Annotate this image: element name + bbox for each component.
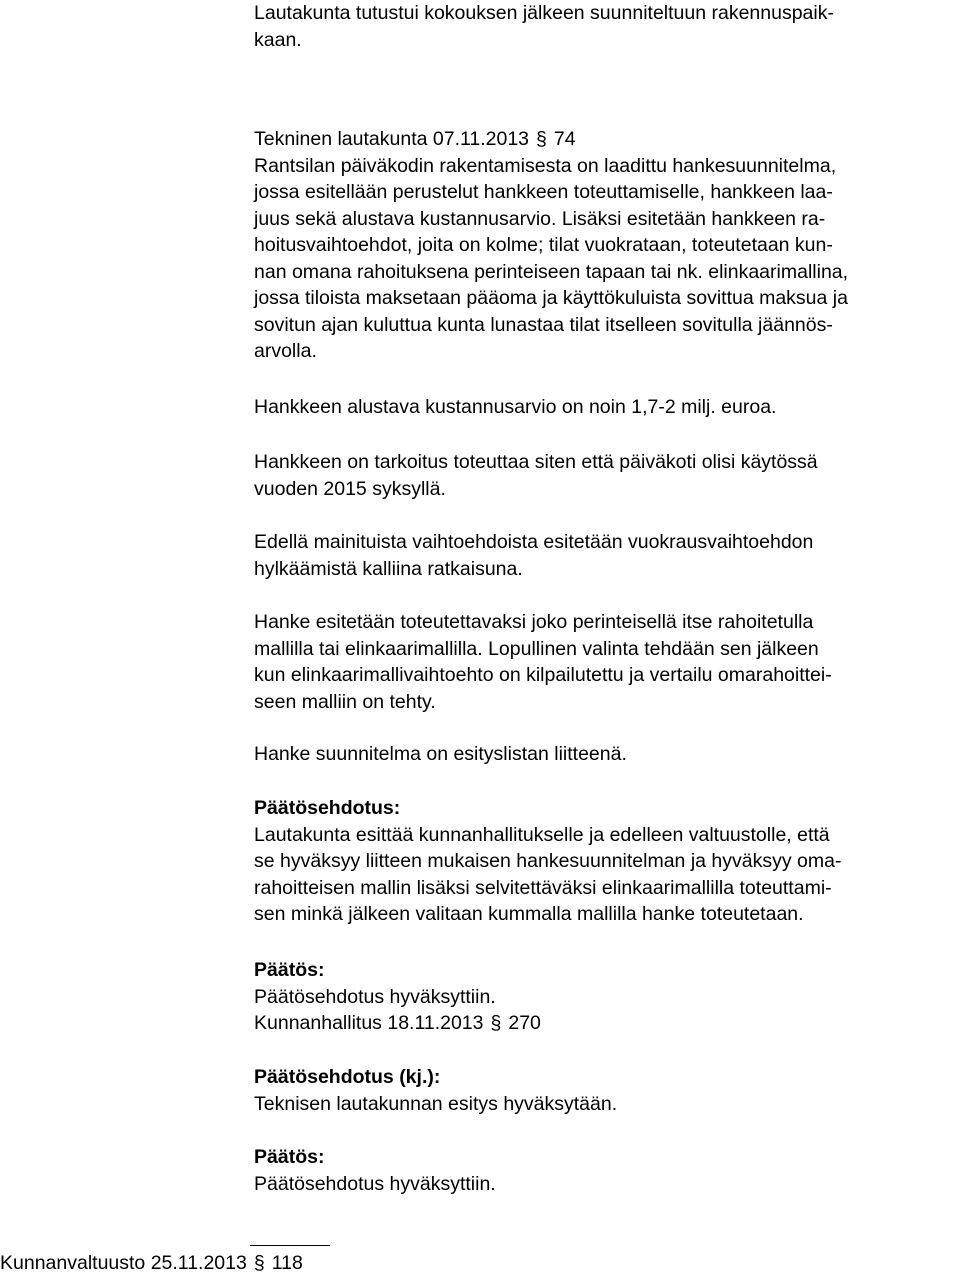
tekninen-line: nan omana rahoituksena perinteiseen tapaan tai nk. elinkaarimallina, [254,260,849,283]
footer-heading [0,1250,303,1277]
section-sign-icon: § [490,1012,502,1034]
decision-text: Päätösehdotus hyväksyttiin. [254,1172,496,1195]
tekninen-heading [254,126,954,153]
tekninen-line: Rantsilan päiväkodin rakentamisesta on laadittu hankesuunnitelma, [254,154,837,177]
kunnanhallitus-label: Kunnanhallitus 18.11.2013 [254,1012,484,1034]
tekninen-section-number: 74 [553,128,576,150]
attachment-paragraph [254,741,954,768]
proposal-line: seen malliin on tehty. [254,690,436,713]
footer-divider [250,1245,330,1246]
cost-paragraph [254,394,954,421]
decision-proposal-kj-text: Teknisen lautakunnan esitys hyväksytään. [254,1092,618,1115]
tekninen-line: hoitusvaihtoehdot, joita on kolme; tilat vuokrataan, toteutetaan kun- [254,234,833,256]
kunnanhallitus-heading [254,1010,954,1037]
intro-line: Lautakunta tutustui kokouksen jälkeen suunniteltuun rakennuspaik- [254,2,834,24]
rent-line: hylkäämistä kalliina ratkaisuna. [254,557,523,580]
tekninen-line: jossa tiloista maksetaan pääoma ja käyttökuluista sovittua maksua ja [254,287,848,309]
proposal-paragraph [254,609,954,715]
decision-proposal-1 [254,795,954,928]
attachment-line: Hanke suunnitelma on esityslistan liitteenä. [254,743,627,765]
cost-line: Hankkeen alustava kustannusarvio on noin 1,7-2 milj. euroa. [254,396,777,418]
proposal-line: Hanke esitetään toteutettavaksi joko perinteisellä itse rahoitetulla [254,611,814,633]
section-sign-icon: § [536,128,547,150]
decision-2 [254,1144,954,1197]
rent-paragraph [254,529,954,582]
decision-proposal-line: rahoitteisen mallin lisäksi selvitettäväksi elinkaarimallilla toteuttami- [254,876,832,899]
kunnanvaltuusto-section-number: 118 [271,1252,303,1274]
decision-text: Päätösehdotus hyväksyttiin. [254,985,496,1008]
tekninen-line: jossa esitellään perustelut hankkeen toteuttamiselle, hankkeen laa- [254,181,833,203]
tekninen-line: arvolla. [254,340,317,362]
goal-paragraph [254,449,954,502]
kunnanhallitus-section-number: 270 [508,1012,541,1034]
goal-line: vuoden 2015 syksyllä. [254,477,446,500]
section-sign-icon: § [253,1252,265,1274]
goal-line: Hankkeen on tarkoitus toteuttaa siten että päiväkoti olisi käytössä [254,451,818,473]
tekninen-line: sovitun ajan kuluttua kunta lunastaa tilat itselleen sovitulla jäännös- [254,313,833,336]
tekninen-line: juus sekä alustava kustannusarvio. Lisäksi esitetään hankkeen ra- [254,207,826,230]
decision-heading: Päätös: [254,1146,325,1168]
decision-proposal-line: se hyväksyy liitteen mukaisen hankesuunnitelman ja hyväksyy oma- [254,850,842,872]
tekninen-section [254,126,954,365]
tekninen-heading-label: Tekninen lautakunta 07.11.2013 [254,128,530,150]
decision-1 [254,957,954,1037]
decision-proposal-2 [254,1064,954,1117]
decision-proposal-line: sen minkä jälkeen valitaan kummalla mallilla hanke toteutetaan. [254,903,804,925]
decision-proposal-line: Lautakunta esittää kunnanhallitukselle ja edelleen valtuustolle, että [254,823,830,846]
proposal-line: mallilla tai elinkaarimallilla. Lopullinen valinta tehdään sen jälkeen [254,637,819,660]
intro-line: kaan. [254,28,302,51]
rent-line: Edellä mainituista vaihtoehdoista esitetään vuokrausvaihtoehdon [254,531,814,553]
decision-proposal-heading: Päätösehdotus: [254,797,401,819]
decision-proposal-kj-heading: Päätösehdotus (kj.): [254,1066,441,1088]
kunnanvaltuusto-label: Kunnanvaltuusto 25.11.2013 [0,1252,247,1274]
decision-heading: Päätös: [254,959,325,981]
intro-paragraph [254,0,954,53]
proposal-line: kun elinkaarimallivaihtoehto on kilpailutettu ja vertailu omarahoittei- [254,664,832,686]
